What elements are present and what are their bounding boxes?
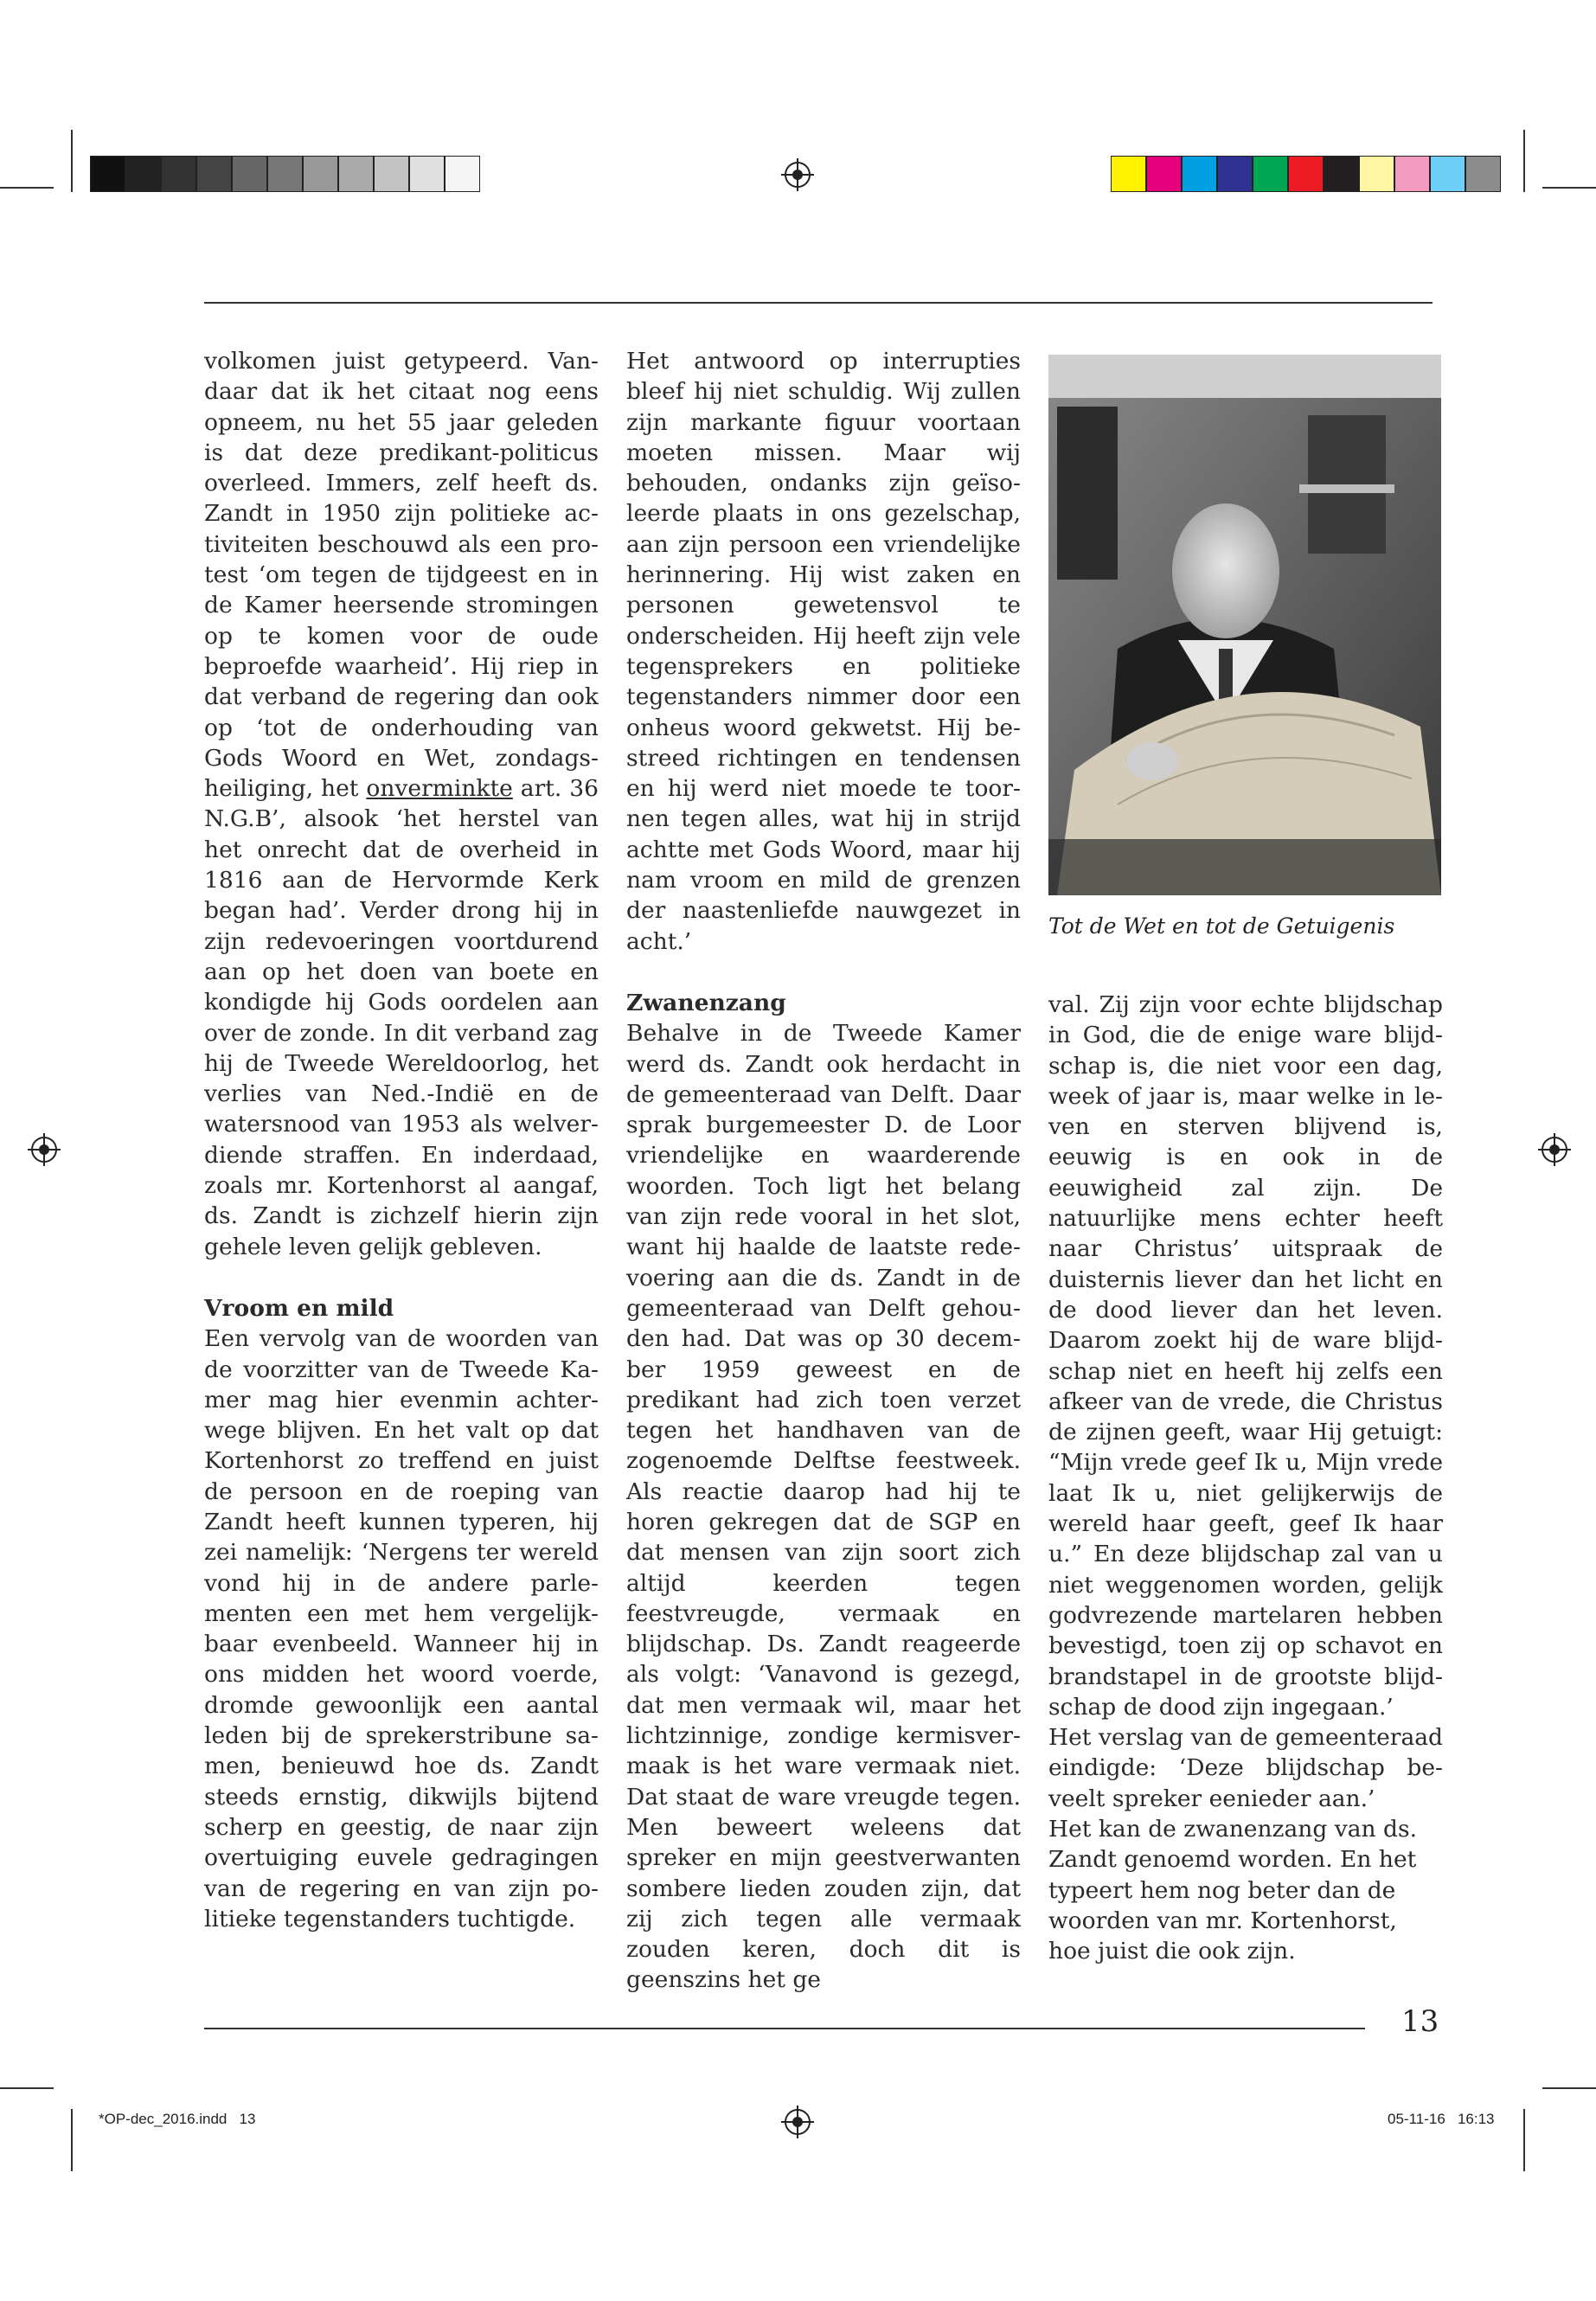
color-swatch — [1394, 156, 1430, 192]
color-swatch — [1324, 156, 1359, 192]
paragraph: Behalve in de Tweede Kamer werd ds. Zandt ook herdacht in de gemeenteraad van Delft. Daar sprak burgemeester D. de Loor vriendelijke en waarderende woorden. Toch ligt het belang van zijn rede vooral in het slot, want hij haalde de laatste redevoering aan die ds. Zandt in de gemeenteraad van Delft gehouden had. Dat was op 30 december 1959 geweest en de predikant had zich toen verzet tegen het handhaven van de zogenoemde Delftse feestweek. Als reactie daarop had hij te horen gekregen dat de SGP en dat mensen van zijn soort zich altijd keerden tegen feestvreugde, vermaak en blijdschap. Ds. Zandt reageerde als volgt: ‘Vanavond is gezegd, dat men vermaak wil, maar het lichtzinnige, zondige kermisvermaak is het ware vermaak niet. Dat staat de ware vreugde tegen. Men beweert weleens dat spreker en mijn geestverwanten sombere lieden zouden zijn, dat zij zich tegen alle vermaak zouden keren, doch dit is geenszins het ge — [626, 1020, 1021, 1994]
color-swatch — [1253, 156, 1288, 192]
gray-swatch — [125, 156, 161, 192]
gray-swatch — [267, 156, 303, 192]
gray-swatch — [338, 156, 374, 192]
gray-swatch — [161, 156, 196, 192]
color-swatch — [1217, 156, 1253, 192]
registration-mark-icon — [785, 162, 811, 188]
text-column-1 — [204, 346, 599, 1934]
crop-mark — [0, 187, 54, 189]
registration-mark-icon — [31, 1137, 57, 1163]
text-column-3 — [1048, 990, 1443, 1967]
portrait-photo — [1048, 355, 1441, 895]
paragraph: Het kan de zwanenzang van ds. Zandt genoemd worden. En het typeert hem nog beter dan de woorden van mr. Kortenhorst, hoe juist die ook zijn. — [1048, 1816, 1418, 1965]
crop-mark — [1542, 187, 1596, 189]
paragraph: volkomen juist getypeerd. Vandaar dat ik het citaat nog eens opneem, nu het 55 jaar geleden is dat deze predikant-politicus overleed. Immers, zelf heeft ds. Zandt in 1950 zijn politieke activiteiten beschouwd als een protest ‘om tegen de tijdgeest en in de Kamer heersende stromingen op te komen voor de oude beproefde waarheid’. Hij riep in dat verband de regering dan ook op ‘tot de onderhouding van Gods Woord en Wet, zondagsheiliging, het onverminkte art. 36 N.G.B’, alsook ‘het herstel van het onrecht dat de overheid in 1816 aan de Hervormde Kerk began had’. Verder drong hij in zijn redevoeringen voortdurend aan op het doen van boete en kondigde hij Gods oordelen aan over de zonde. In dit verband zag hij de Tweede Wereldoorlog, het verlies van Ned.-Indië en de watersnood van 1953 als welverdiende straffen. En inderdaad, zoals mr. Kortenhorst al aangaf, ds. Zandt is zichzelf hierin zijn gehele leven gelijk gebleven. — [204, 348, 599, 1260]
paragraph: Een vervolg van de woorden van de voorzitter van de Tweede Kamer mag hier evenmin achterwege blijven. En het valt op dat Kortenhorst zo treffend en juist de persoon en de roeping van Zandt heeft kunnen typeren, hij zei namelijk: ‘Nergens ter wereld vond hij in de andere parlementen een met hem vergelijkbaar evenbeeld. Wanneer hij in ons midden het woord voerde, dromde gewoonlijk een aantal leden bij de sprekerstribune samen, benieuwd hoe ds. Zandt steeds ernstig, dikwijls bijtend scherp en geestig, de naar zijn overtuiging euvele gedragingen van de regering en van zijn politieke tegenstanders tuchtigde. — [204, 1325, 599, 1932]
color-swatch — [1359, 156, 1394, 192]
color-swatch — [1111, 156, 1146, 192]
slug-filename: *OP-dec_2016.indd 13 — [99, 2111, 256, 2127]
header-rule — [204, 302, 1433, 304]
slug-timestamp: 05-11-16 16:13 — [1388, 2111, 1495, 2127]
color-swatch — [1465, 156, 1501, 192]
footer-rule — [204, 2028, 1365, 2029]
gray-swatch — [232, 156, 267, 192]
underlined-word: onverminkte — [366, 775, 513, 803]
crop-mark — [1542, 2087, 1596, 2089]
crop-mark — [1523, 2109, 1525, 2171]
color-bar — [1111, 156, 1501, 194]
grayscale-bar — [90, 156, 480, 194]
color-swatch — [1288, 156, 1324, 192]
page-number: 13 — [1401, 2004, 1439, 2039]
crop-mark — [1523, 130, 1525, 192]
section-heading: Zwanenzang — [626, 989, 786, 1016]
gray-swatch — [303, 156, 338, 192]
paragraph: Het antwoord op interrupties bleef hij niet schuldig. Wij zullen zijn markante figuur voortaan moeten missen. Maar wij behouden, ondanks zijn geïsoleerde plaats in ons gezelschap, aan zijn persoon een vriendelijke herinnering. Hij wist zaken en personen gewetensvol te onderscheiden. Hij heeft zijn vele tegensprekers en politieke tegenstanders nimmer door een onheus woord gekwetst. Hij bestreed richtingen en tendensen en hij werd niet moede te toornen tegen alles, wat hij in strijd achtte met Gods Woord, maar hij nam vroom en mild de grenzen der naastenliefde nauwgezet in acht.’ — [626, 348, 1021, 955]
photo-illustration — [1048, 355, 1441, 895]
gray-swatch — [90, 156, 125, 192]
color-swatch — [1182, 156, 1217, 192]
paragraph: val. Zij zijn voor echte blijdschap in God, die de enige ware blijdschap is, die niet voor een dag, week of jaar is, maar welke in leven en sterven blijvend is, eeuwig is en ook in de eeuwigheid zal zijn. De natuurlijke mens echter heeft naar Christus’ uitspraak de duisternis liever dan het licht en de dood liever dan het leven. Daarom zoekt hij de ware blijdschap niet en heeft hij zelfs een afkeer van de vrede, die Christus de zijnen geeft, waar Hij getuigt: “Mijn vrede geef Ik u, Mijn vrede laat Ik u, niet gelijkerwijs de wereld haar geeft, geef Ik haar u.” En deze blijdschap zal van u niet weggenomen worden, gelijk godvrezende martelaren hebben bevestigd, toen zij op schavot en brandstapel in de grootste blijdschap de dood zijn ingegaan.’ — [1048, 991, 1443, 1721]
paragraph: Het verslag van de gemeenteraad eindigde: ‘Deze blijdschap beveelt spreker eenieder aan.’ — [1048, 1724, 1443, 1812]
photo-caption: Tot de Wet en tot de Getuigenis — [1048, 913, 1395, 939]
color-swatch — [1146, 156, 1182, 192]
gray-swatch — [445, 156, 480, 192]
crop-mark — [0, 2087, 54, 2089]
crop-mark — [71, 130, 73, 192]
registration-mark-icon — [785, 2109, 811, 2135]
gray-swatch — [409, 156, 445, 192]
gray-swatch — [196, 156, 232, 192]
section-heading: Vroom en mild — [204, 1294, 394, 1322]
text-column-2 — [626, 346, 1021, 1996]
color-swatch — [1430, 156, 1465, 192]
gray-swatch — [374, 156, 409, 192]
registration-mark-icon — [1542, 1137, 1567, 1163]
crop-mark — [71, 2109, 73, 2171]
